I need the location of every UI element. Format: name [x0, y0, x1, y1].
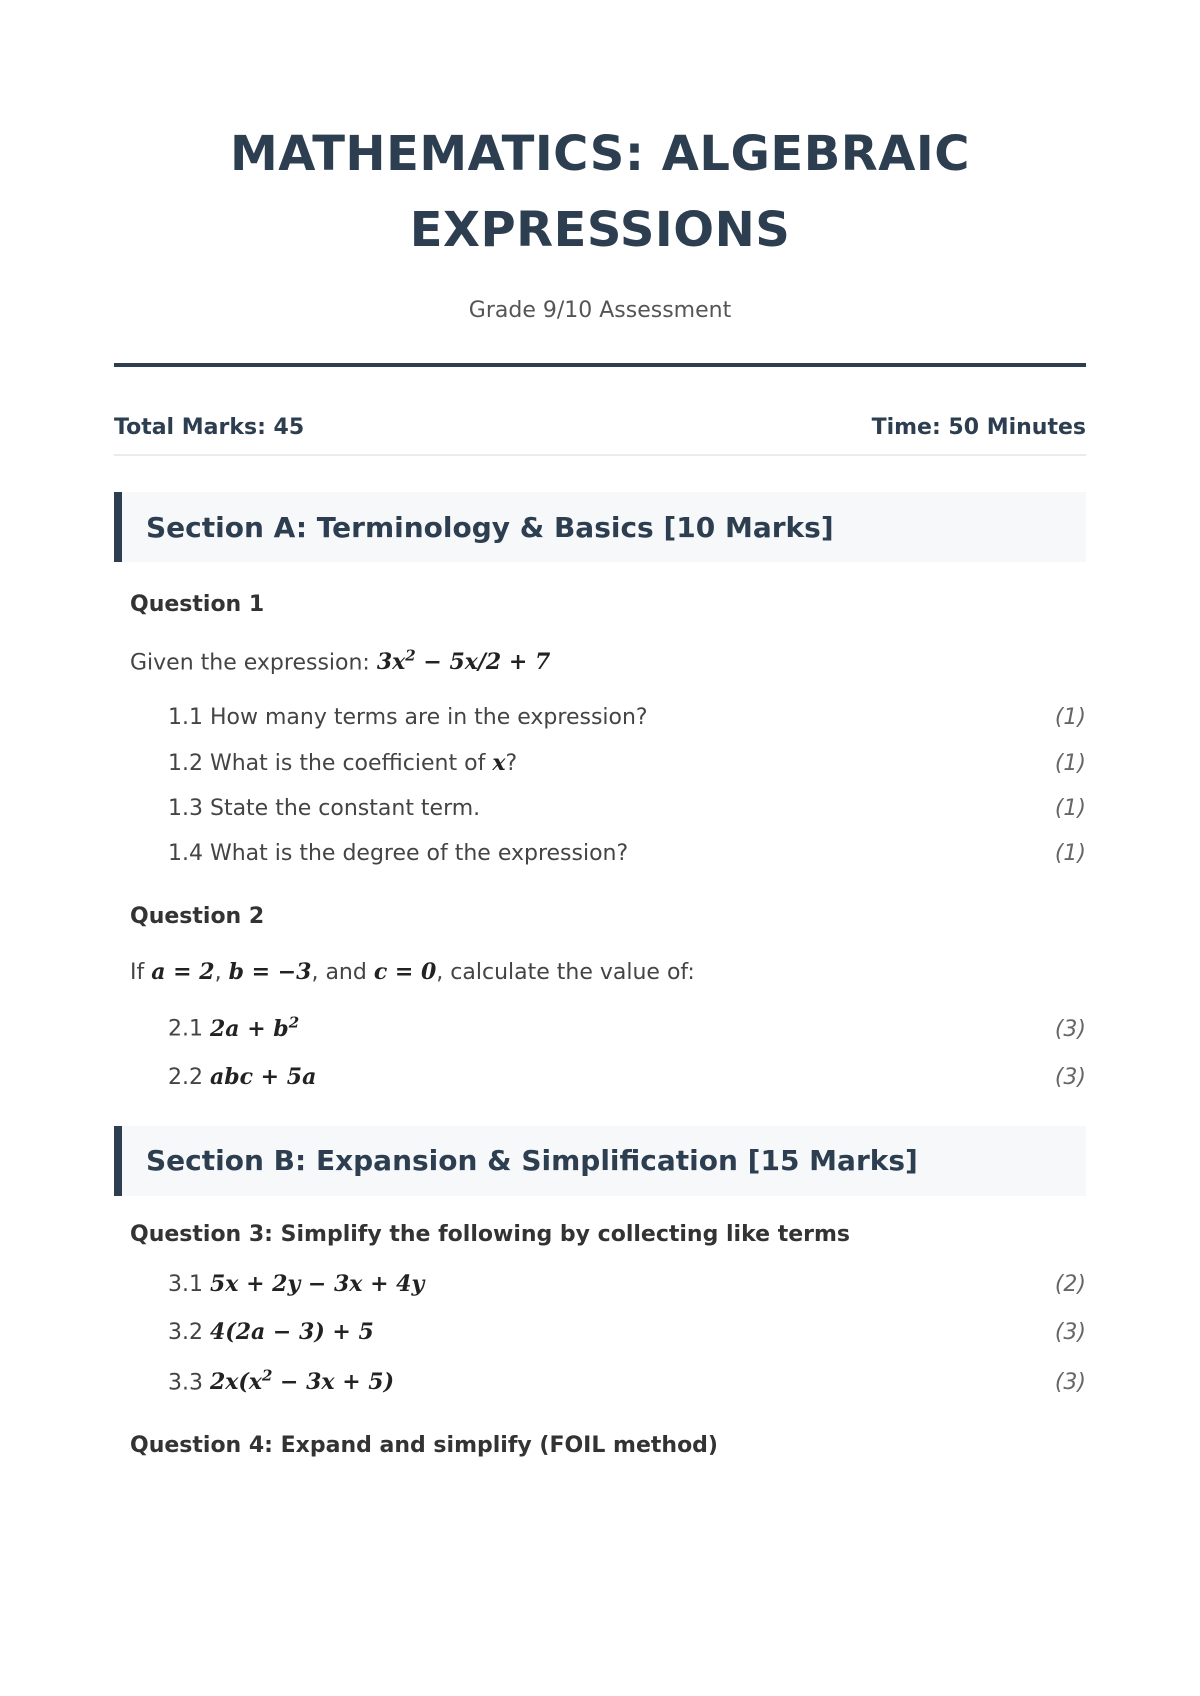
item-expression: 5x + 2y − 3x + 4y	[209, 1270, 425, 1297]
item-number: 3.3	[168, 1369, 210, 1395]
expr-part: − 3x + 5)	[272, 1368, 395, 1395]
question-1-expression	[377, 649, 550, 675]
expr-exponent: 2	[405, 647, 416, 665]
question-3-3	[168, 1367, 1086, 1395]
question-2-2	[168, 1064, 1086, 1090]
item-text: 1.2 What is the coefficient of	[168, 751, 493, 777]
question-3-1-marks: (2)	[1054, 1271, 1086, 1297]
intro-text: , calculate the value of:	[436, 960, 695, 986]
question-2-intro	[130, 959, 1086, 985]
question-3-2-text	[168, 1319, 374, 1345]
question-3-title: Question 3: Simplify the following by collecting like terms	[130, 1221, 851, 1247]
intro-expression: b = −3	[228, 959, 312, 986]
title-line-2: EXPRESSIONS	[409, 202, 791, 258]
expr-part: 3x	[376, 649, 406, 676]
question-1-intro	[130, 647, 1086, 675]
title-line-1: MATHEMATICS: ALGEBRAIC	[230, 126, 970, 182]
question-2-2-text	[168, 1064, 316, 1090]
question-2-2-marks: (3)	[1054, 1064, 1086, 1090]
intro-expression: c = 0	[373, 959, 437, 986]
question-1-2	[168, 750, 1086, 776]
question-1-2-marks: (1)	[1054, 751, 1086, 777]
question-1-title: Question 1	[130, 592, 265, 617]
question-1-1-marks: (1)	[1054, 705, 1086, 731]
question-1-4	[168, 841, 1086, 866]
header-divider	[114, 363, 1086, 367]
total-marks: Total Marks: 45	[114, 415, 305, 440]
question-2-title: Question 2	[130, 904, 265, 930]
question-2-1-marks: (3)	[1054, 1016, 1086, 1042]
page-title	[114, 0, 1086, 268]
intro-expression: a = 2	[151, 959, 215, 986]
expr-part: − 5x/2 + 7	[415, 649, 551, 676]
question-3-2	[168, 1319, 1086, 1345]
question-1-3	[168, 796, 1086, 821]
question-3-3-marks: (3)	[1054, 1369, 1086, 1395]
question-2-1-text	[168, 1013, 299, 1041]
item-text: ?	[505, 751, 518, 777]
item-expression: abc + 5a	[209, 1063, 317, 1090]
expr-part: 2a + b	[209, 1015, 289, 1042]
expr-exponent: 2	[288, 1013, 300, 1032]
intro-text: If	[130, 960, 152, 986]
time-allowed: Time: 50 Minutes	[871, 415, 1086, 440]
question-1-4-marks: (1)	[1054, 841, 1086, 867]
item-number: 3.1	[168, 1271, 210, 1297]
section-b-heading	[114, 1126, 1086, 1196]
question-1-3-marks: (1)	[1054, 796, 1086, 822]
question-3-1	[168, 1271, 1086, 1297]
intro-text: ,	[214, 960, 229, 986]
exam-meta	[114, 415, 1086, 456]
expr-exponent: 2	[261, 1366, 273, 1385]
question-1-4-text: 1.4 What is the degree of the expression?	[168, 841, 629, 867]
expr-part: 2x(x	[209, 1368, 262, 1395]
question-1-1-text: 1.1 How many terms are in the expression?	[168, 705, 648, 731]
section-b-heading-text: Section B: Expansion & Simplification [15 Marks]	[146, 1144, 918, 1178]
question-4-title: Question 4: Expand and simplify (FOIL method)	[130, 1432, 718, 1458]
question-3-3-text	[168, 1367, 394, 1395]
section-a-heading-text: Section A: Terminology & Basics [10 Marks]	[146, 510, 834, 544]
question-1-intro-text: Given the expression:	[130, 650, 377, 676]
item-number: 2.2	[168, 1064, 210, 1090]
question-3-2-marks: (3)	[1054, 1319, 1086, 1345]
question-1-3-text: 1.3 State the constant term.	[168, 796, 481, 822]
item-expression: 4(2a − 3) + 5	[209, 1318, 374, 1345]
item-expression	[209, 1013, 300, 1042]
question-2-1	[168, 1013, 1086, 1041]
item-expression	[209, 1366, 395, 1395]
question-3-1-text	[168, 1271, 424, 1297]
item-number: 2.1	[168, 1016, 210, 1042]
page-subtitle: Grade 9/10 Assessment	[468, 298, 732, 323]
question-1-1	[168, 705, 1086, 730]
item-number: 3.2	[168, 1319, 210, 1345]
section-a-heading	[114, 492, 1086, 562]
question-1-2-text	[168, 750, 517, 776]
item-expression: x	[492, 750, 506, 777]
intro-text: , and	[311, 960, 374, 986]
